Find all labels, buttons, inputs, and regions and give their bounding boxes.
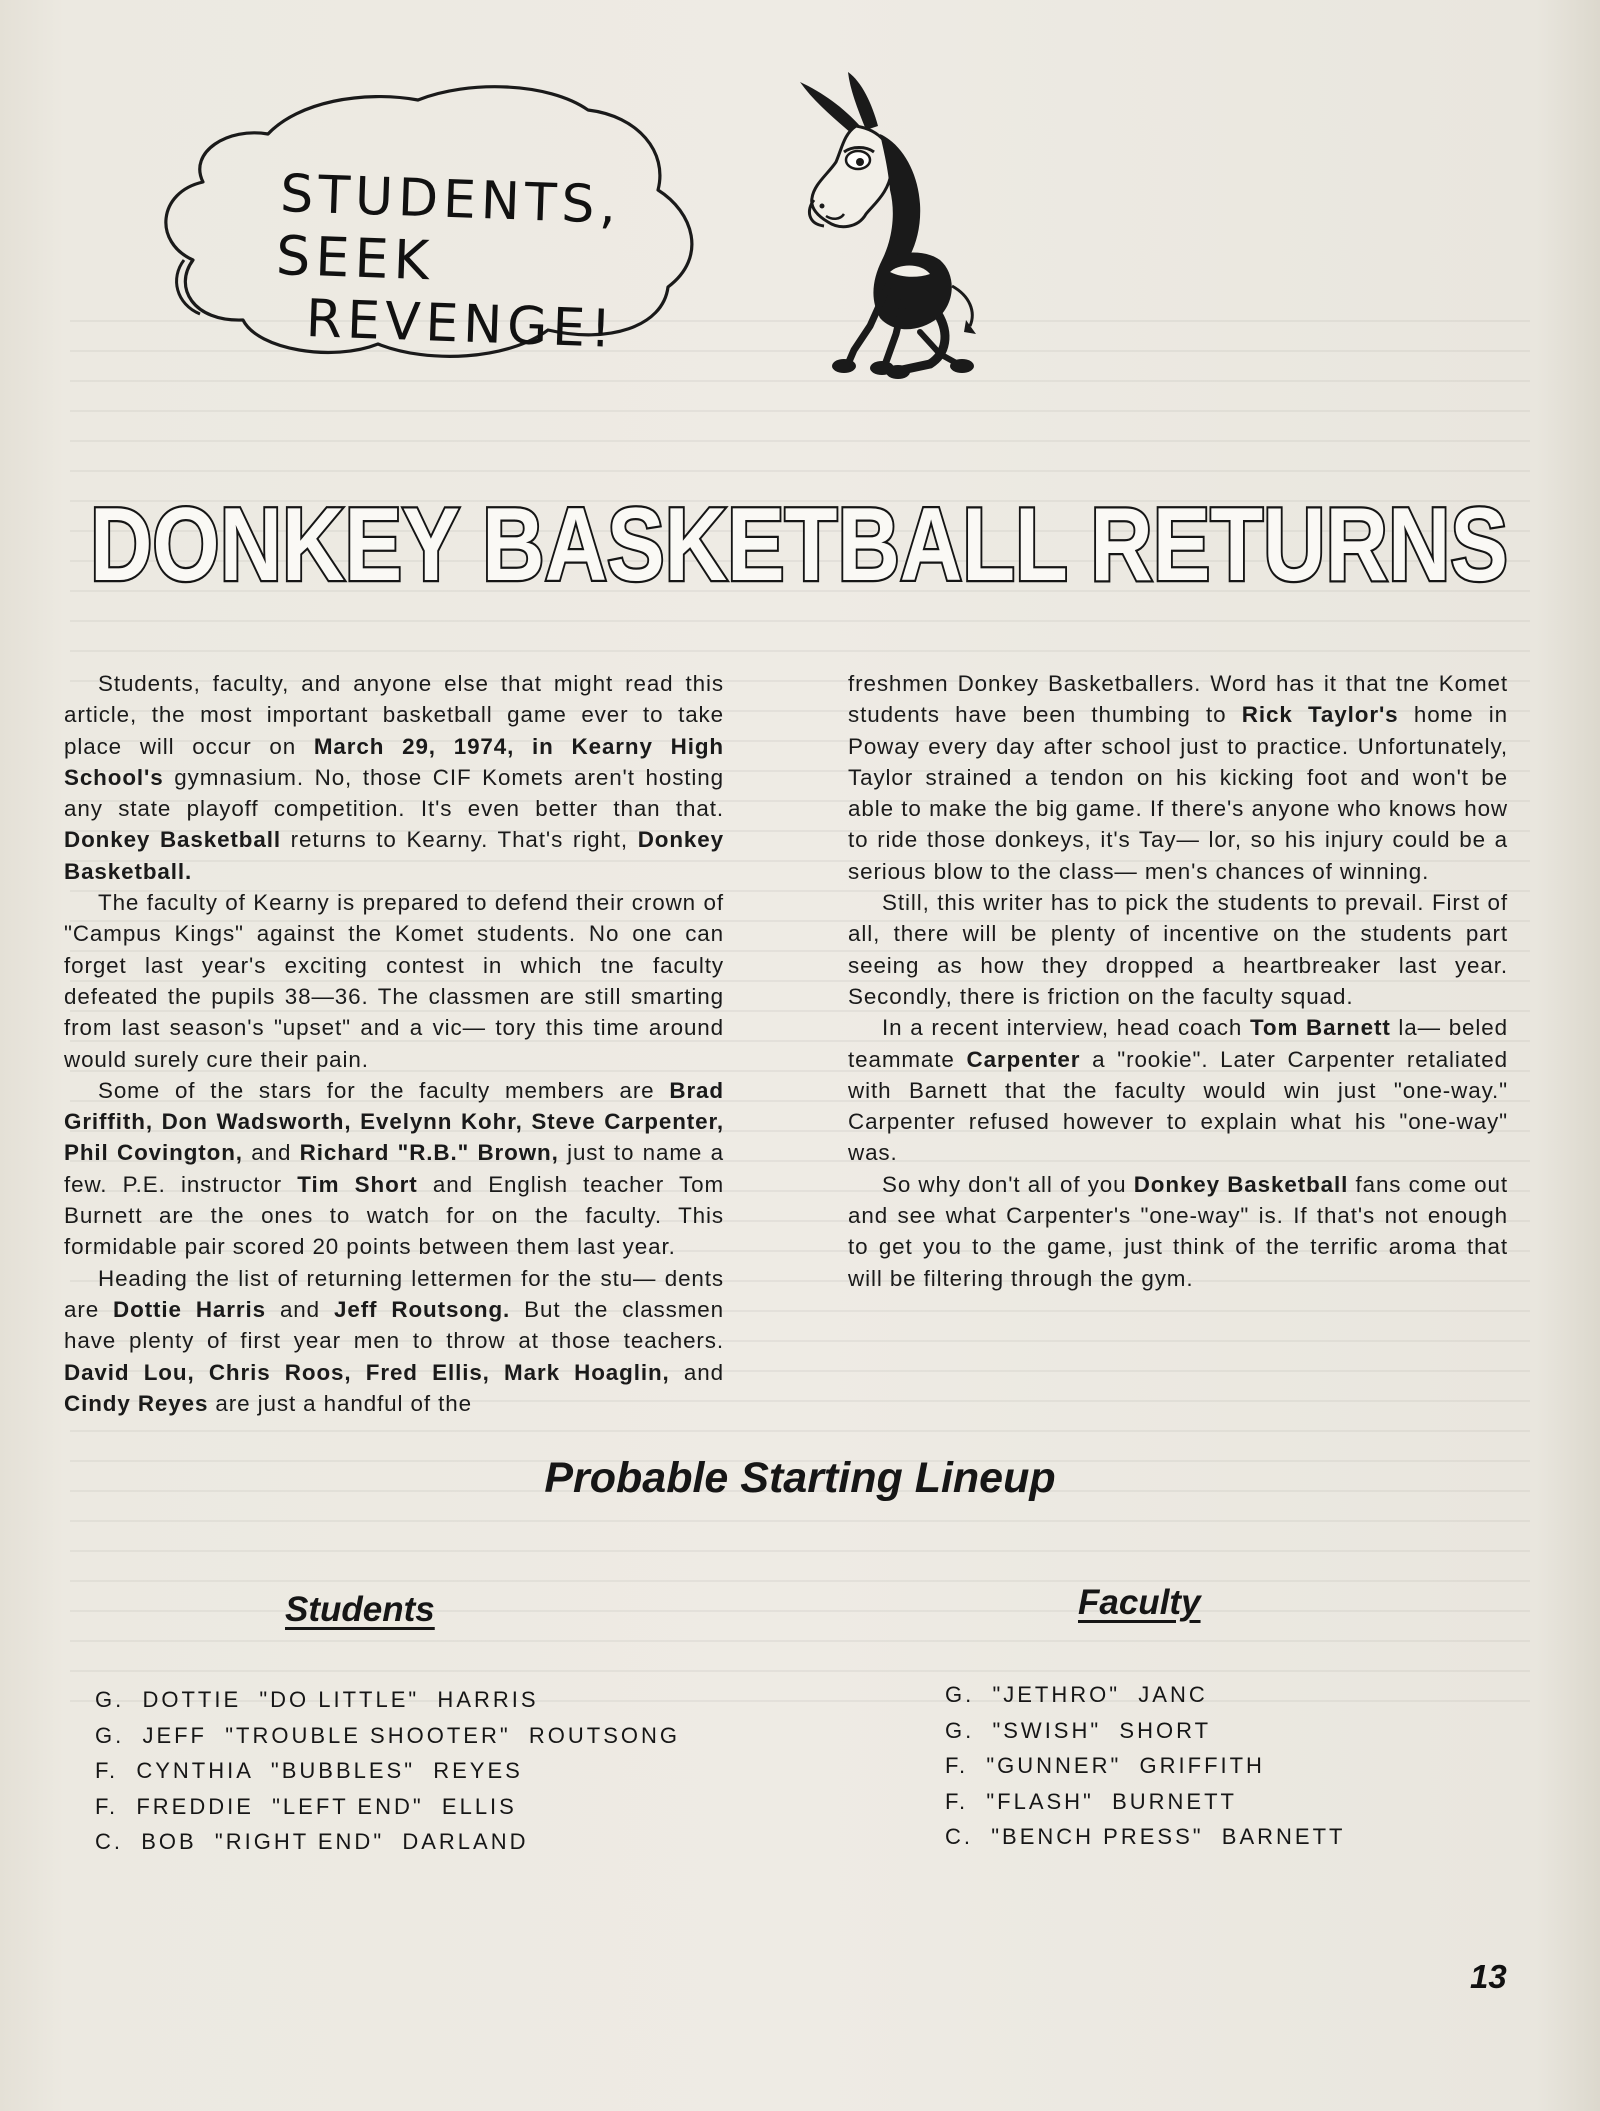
article-text: Still, this writer has to pick the students to prevail. First of all, there will be plenty of incentive on the students part seeing as how they dropped a heartbreaker last year. Secondly, there is friction on the faculty squad.: [848, 890, 1508, 1009]
donkey-icon: [770, 64, 1030, 384]
page-number: 13: [1470, 1958, 1507, 1995]
article-paragraph: [64, 1075, 724, 1263]
students-roster: [95, 1682, 680, 1860]
article-column-right: [848, 668, 1508, 1294]
faculty-roster-entry: F. "FLASH" BURNETT: [945, 1788, 1237, 1814]
article-text: Some of the stars for the faculty members are: [98, 1077, 670, 1103]
lineup-title: Probable Starting Lineup: [544, 1454, 1056, 1502]
bold-name: Donkey Basketball.: [64, 827, 724, 884]
bold-name: Rick Taylor's: [1241, 702, 1399, 728]
article-text: and English teacher Tom Burnett are the ones to watch for on the faculty. This formidable pair scored 20 points between them last year.: [64, 1171, 725, 1260]
article-paragraph: [848, 1012, 1508, 1168]
article-text: home in Poway every day after school just to practice. Unfortunately, Taylor strained a tendon on his kicking foot and won't be able to make the big game. If there's anyone who knows how to ride those donkeys, it's Tay— lor, so his injury could be a serious blow to the class— men's chances of winning.: [848, 702, 1509, 884]
article-text: and: [669, 1359, 724, 1385]
bold-name: Tom Barnett: [1249, 1015, 1391, 1041]
faculty-roster-entry: C. "BENCH PRESS" BARNETT: [945, 1824, 1346, 1849]
students-roster-entry: G. JEFF "TROUBLE SHOOTER" ROUTSONG: [95, 1722, 680, 1748]
article-text: But the classmen have plenty of first year men to throw at those teachers.: [64, 1296, 725, 1354]
article-text: gymnasium. No, those CIF Komets aren't hosting any state playoff competition. It's even better than that.: [64, 764, 724, 822]
article-column-left: [64, 668, 724, 1419]
bubble-line-2: SEEK: [275, 223, 436, 293]
article-text: a "rookie". Later Carpenter retaliated with Barnett that the faculty would win just "one-way." Carpenter refused however to explain what his "one-way" was.: [848, 1046, 1508, 1166]
faculty-roster-entry: G. "SWISH" SHORT: [945, 1717, 1212, 1743]
article-text: Heading the list of returning lettermen for the stu— dents are: [64, 1265, 724, 1322]
bold-name: Donkey Basketball: [1133, 1171, 1349, 1197]
bold-name: Richard "R.B." Brown,: [299, 1140, 559, 1166]
article-text: are just a handful of the: [208, 1390, 472, 1416]
students-roster-entry: G. DOTTIE "DO LITTLE" HARRIS: [95, 1687, 539, 1712]
students-roster-entry: F. CYNTHIA "BUBBLES" REYES: [95, 1758, 523, 1783]
article-text: The faculty of Kearny is prepared to defend their crown of "Campus Kings" against the Komet students. No one can forget last year's exciting contest in which tne faculty defeated the pupils 38—36. The classmen are still smarting from last season's "upset" and a vic— tory this time around would surely cure their pain.: [64, 890, 724, 1072]
article-paragraph: [848, 668, 1508, 887]
headline-text: DONKEY BASKETBALL RETURNS: [90, 492, 1508, 602]
article-text: returns to Kearny. That's right,: [280, 827, 638, 853]
bold-name: Jeff Routsong.: [334, 1296, 511, 1322]
bubble-slogan: [265, 163, 691, 364]
article-text: Students, faculty, and anyone else that might read this article, the most important basketball game ever to take place will occur on: [64, 671, 724, 759]
bold-name: Carpenter: [966, 1046, 1081, 1072]
article-text: So why don't all of you: [882, 1171, 1134, 1197]
bold-name: Cindy Reyes: [64, 1390, 209, 1416]
headline: [84, 492, 1514, 602]
students-heading: Students: [285, 1590, 435, 1629]
article-text: just to name a few. P.E. instructor: [64, 1140, 724, 1197]
bold-name: Donkey Basketball: [64, 827, 281, 853]
article-text: la— beled teammate: [848, 1015, 1508, 1072]
article-text: freshmen Donkey Basketballers. Word has it that tne Komet students have been thumbing to: [848, 671, 1508, 728]
bold-name: David Lou, Chris Roos, Fred Ellis, Mark Hoaglin,: [64, 1359, 670, 1385]
article-paragraph: [64, 887, 724, 1075]
bold-name: Tim Short: [297, 1171, 418, 1197]
article-text: and: [242, 1140, 300, 1166]
students-roster-entry: F. FREDDIE "LEFT END" ELLIS: [95, 1793, 517, 1819]
article-text: fans come out and see what Carpenter's "one-way" is. If that's not enough to get you to the game, just think of the terrific aroma that will be filtering through the gym.: [848, 1171, 1508, 1291]
bubble-line-3: REVENGE!: [304, 289, 618, 360]
article-paragraph: [848, 887, 1508, 1012]
bold-name: Dottie Harris: [113, 1296, 266, 1322]
bold-name: March 29, 1974, in Kearny High School's: [64, 733, 724, 790]
bold-name: Brad Griffith, Don Wadsworth, Evelynn Kohr, Steve Carpenter, Phil Covington,: [64, 1077, 724, 1166]
bubble-line-1: STUDENTS,: [279, 164, 623, 236]
article-paragraph: [64, 1263, 724, 1419]
article-text: and: [265, 1296, 334, 1322]
faculty-heading: Faculty: [1078, 1583, 1201, 1622]
faculty-roster: [945, 1677, 1345, 1855]
faculty-roster-entry: F. "GUNNER" GRIFFITH: [945, 1753, 1265, 1778]
article-paragraph: [848, 1169, 1508, 1294]
faculty-roster-entry: G. "JETHRO" JANC: [945, 1682, 1208, 1707]
article-paragraph: [64, 668, 724, 887]
article-text: In a recent interview, head coach: [882, 1015, 1250, 1041]
students-roster-entry: C. BOB "RIGHT END" DARLAND: [95, 1829, 529, 1854]
